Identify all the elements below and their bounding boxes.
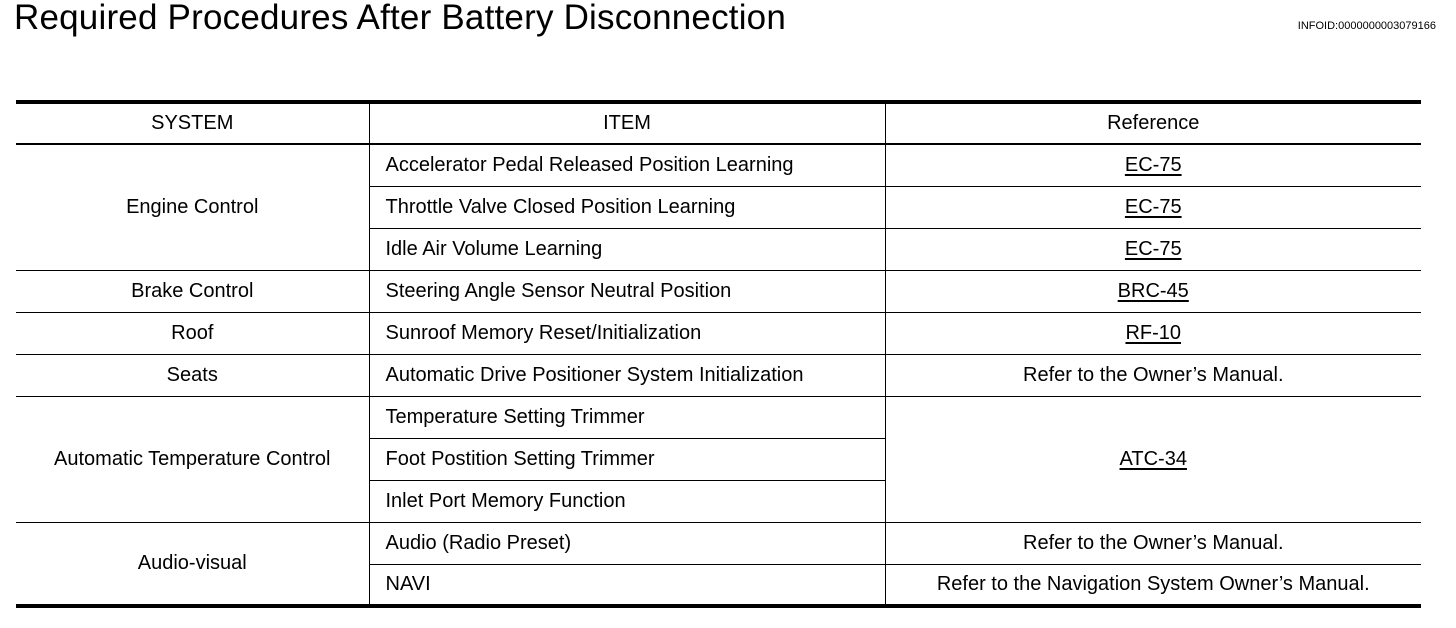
item-cell: Inlet Port Memory Function — [369, 480, 885, 522]
table-row — [16, 522, 1421, 564]
system-cell: Seats — [16, 354, 369, 396]
table-row — [16, 270, 1421, 312]
system-cell: Brake Control — [16, 270, 369, 312]
item-cell: Throttle Valve Closed Position Learning — [369, 186, 885, 228]
item-cell: Sunroof Memory Reset/Initialization — [369, 312, 885, 354]
reference-cell: Refer to the Owner’s Manual. — [885, 354, 1421, 396]
reference-link[interactable]: ATC-34 — [1119, 447, 1187, 470]
header-system: SYSTEM — [16, 102, 369, 144]
header-item: ITEM — [369, 102, 885, 144]
header-reference: Reference — [885, 102, 1421, 144]
table-row — [16, 144, 1421, 186]
reference-link[interactable]: EC-75 — [1124, 195, 1182, 218]
reference-link[interactable]: BRC-45 — [1117, 279, 1189, 302]
table-row — [16, 396, 1421, 438]
item-cell: Audio (Radio Preset) — [369, 522, 885, 564]
system-cell: Roof — [16, 312, 369, 354]
system-cell: Automatic Temperature Control — [16, 396, 369, 522]
reference-cell — [885, 312, 1421, 354]
item-cell: Automatic Drive Positioner System Initialization — [369, 354, 885, 396]
procedures-table — [16, 100, 1421, 608]
reference-cell — [885, 270, 1421, 312]
reference-cell: Refer to the Owner’s Manual. — [885, 522, 1421, 564]
item-cell: Foot Postition Setting Trimmer — [369, 438, 885, 480]
reference-cell — [885, 228, 1421, 270]
info-id: INFOID:0000000003079166 — [1297, 20, 1436, 32]
reference-cell: Refer to the Navigation System Owner’s Manual. — [885, 564, 1421, 606]
reference-cell — [885, 396, 1421, 522]
page-title: Required Procedures After Battery Disconnection — [14, 0, 787, 37]
reference-link[interactable]: EC-75 — [1124, 237, 1182, 260]
item-cell: Steering Angle Sensor Neutral Position — [369, 270, 885, 312]
reference-cell — [885, 144, 1421, 186]
item-cell: Accelerator Pedal Released Position Learning — [369, 144, 885, 186]
system-cell: Audio-visual — [16, 522, 369, 606]
system-cell: Engine Control — [16, 144, 369, 270]
reference-link[interactable]: EC-75 — [1124, 153, 1182, 176]
table-row — [16, 354, 1421, 396]
table-header-row — [16, 102, 1421, 144]
reference-cell — [885, 186, 1421, 228]
table-row — [16, 312, 1421, 354]
item-cell: Temperature Setting Trimmer — [369, 396, 885, 438]
item-cell: NAVI — [369, 564, 885, 606]
item-cell: Idle Air Volume Learning — [369, 228, 885, 270]
reference-link[interactable]: RF-10 — [1125, 321, 1182, 344]
